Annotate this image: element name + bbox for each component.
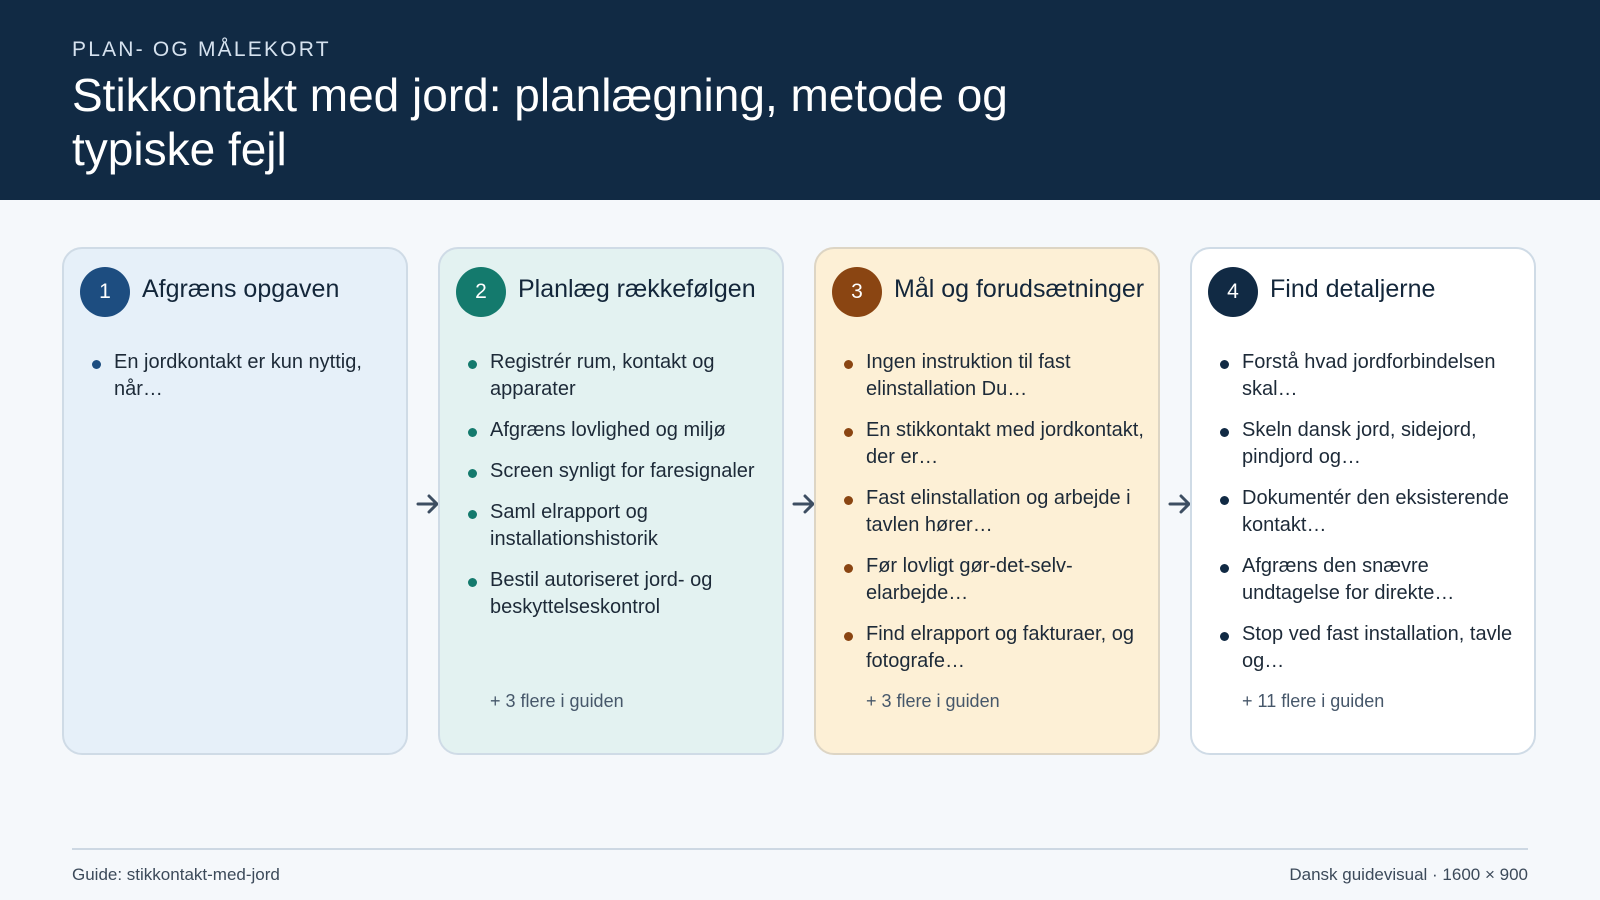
list-item-text: Afgræns den snævre undtagelse for direkte… — [1242, 555, 1455, 604]
bullet-icon — [468, 360, 477, 369]
bullet-icon — [844, 564, 853, 573]
step-item-list — [90, 349, 392, 417]
bullet-icon — [1220, 360, 1229, 369]
list-item-text: Afgræns lovlighed og miljø — [490, 419, 726, 441]
bullet-icon — [844, 632, 853, 641]
step-item-list — [842, 349, 1144, 689]
list-item — [1218, 485, 1520, 539]
list-item — [842, 417, 1144, 471]
step-item-list — [466, 349, 768, 635]
step-number-badge: 4 — [1208, 267, 1258, 317]
bullet-icon — [844, 496, 853, 505]
list-item-text: Screen synligt for faresignaler — [490, 460, 755, 482]
bullet-icon — [1220, 496, 1229, 505]
more-in-guide-note: + 3 flere i guiden — [490, 691, 624, 711]
list-item-text: Ingen instruktion til fast elinstallation Du… — [866, 351, 1071, 400]
more-in-guide-note: + 11 flere i guiden — [1242, 691, 1385, 711]
bullet-icon — [468, 428, 477, 437]
list-item — [466, 458, 768, 485]
list-item — [842, 621, 1144, 675]
list-item-text: Fast elinstallation og arbejde i tavlen hører… — [866, 487, 1131, 536]
list-item — [842, 485, 1144, 539]
step-title: Afgræns opgaven — [142, 275, 340, 303]
step-card-3 — [814, 247, 1160, 755]
list-item — [1218, 621, 1520, 675]
bullet-icon — [1220, 632, 1229, 641]
step-number-badge: 1 — [80, 267, 130, 317]
list-item — [842, 553, 1144, 607]
more-in-guide-note: + 3 flere i guiden — [866, 691, 1000, 711]
page-title: Stikkontakt med jord: planlægning, metode og typiske fejl — [72, 69, 1008, 175]
footer-divider — [72, 848, 1528, 850]
list-item-text: Dokumentér den eksisterende kontakt… — [1242, 487, 1509, 536]
list-item — [90, 349, 392, 403]
list-item-text: En stikkontakt med jordkontakt, der er… — [866, 419, 1144, 468]
footer-credit: Dansk guidevisual · 1600 × 900 — [1289, 865, 1528, 884]
list-item — [466, 499, 768, 553]
list-item-text: Før lovligt gør-det-selv-elarbejde… — [866, 555, 1073, 604]
bullet-icon — [1220, 564, 1229, 573]
list-item — [1218, 349, 1520, 403]
step-title: Planlæg rækkefølgen — [518, 275, 756, 303]
header-banner — [0, 0, 1600, 200]
list-item-text: Forstå hvad jordforbindelsen skal… — [1242, 351, 1496, 400]
step-title: Mål og forudsætninger — [894, 275, 1145, 303]
list-item — [842, 349, 1144, 403]
step-card-4 — [1190, 247, 1536, 755]
step-number-badge: 3 — [832, 267, 882, 317]
step-title: Find detaljerne — [1270, 275, 1436, 303]
bullet-icon — [468, 578, 477, 587]
kicker: PLAN- OG MÅLEKORT — [72, 38, 331, 61]
list-item-text: Registrér rum, kontakt og apparater — [490, 351, 715, 400]
step-item-list — [1218, 349, 1520, 689]
bullet-icon — [844, 360, 853, 369]
bullet-icon — [92, 360, 101, 369]
step-number-badge: 2 — [456, 267, 506, 317]
list-item-text: Find elrapport og fakturaer, og fotografe… — [866, 623, 1134, 672]
list-item — [1218, 417, 1520, 471]
list-item — [466, 349, 768, 403]
footer-guide-label: Guide: stikkontakt-med-jord — [72, 865, 280, 884]
bullet-icon — [844, 428, 853, 437]
bullet-icon — [468, 510, 477, 519]
bullet-icon — [1220, 428, 1229, 437]
list-item-text: Skeln dansk jord, sidejord, pindjord og… — [1242, 419, 1477, 468]
list-item — [466, 567, 768, 621]
list-item-text: En jordkontakt er kun nyttig, når… — [114, 351, 362, 400]
list-item — [466, 417, 768, 444]
bullet-icon — [468, 469, 477, 478]
step-card-1 — [62, 247, 408, 755]
list-item-text: Saml elrapport og installationshistorik — [490, 501, 658, 550]
list-item — [1218, 553, 1520, 607]
list-item-text: Bestil autoriseret jord- og beskyttelseskontrol — [490, 569, 713, 618]
step-card-2 — [438, 247, 784, 755]
list-item-text: Stop ved fast installation, tavle og… — [1242, 623, 1513, 672]
